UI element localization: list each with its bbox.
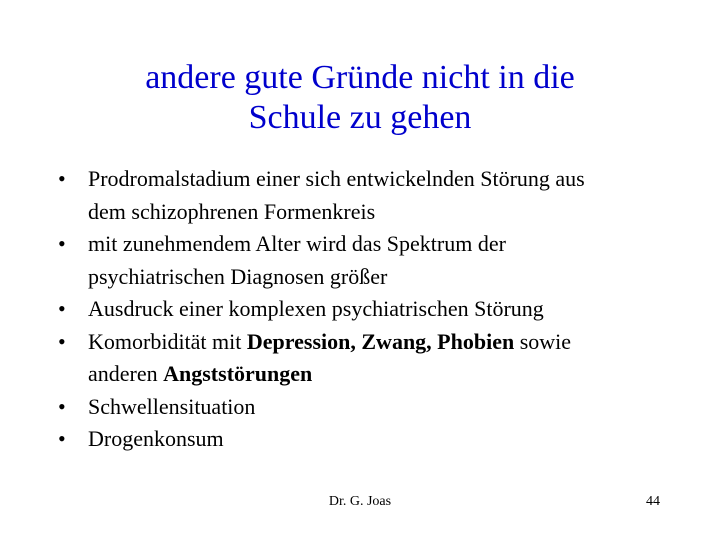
bullet-text-line: Ausdruck einer komplexen psychiatrischen Störung xyxy=(88,296,544,321)
bullet-text-plain: anderen xyxy=(88,361,164,386)
bullet-text-line: psychiatrischen Diagnosen größer xyxy=(88,263,388,289)
bullet-text-line xyxy=(88,358,678,391)
bullet-item xyxy=(58,326,678,391)
bullet-text-line: mit zunehmendem Alter wird das Spektrum der xyxy=(88,231,506,256)
bullet-item xyxy=(58,423,678,456)
bullet-text-line xyxy=(88,326,678,359)
bullet-text-plain: sowie xyxy=(514,328,572,354)
bullet-marker: • xyxy=(58,426,66,451)
bullet-text-line: Drogenkonsum xyxy=(88,426,224,451)
bullet-item xyxy=(58,163,678,228)
bullet-text-plain: Komorbidität mit xyxy=(88,328,247,354)
bullet-text-line: dem schizophrenen Formenkreis xyxy=(88,198,376,224)
bullet-marker: • xyxy=(58,231,66,256)
bullet-marker: • xyxy=(58,296,66,321)
slide-title-line-1: andere gute Gründe nicht in die xyxy=(145,59,575,96)
page-number: 44 xyxy=(646,494,660,509)
bullet-text-line: Schwellensituation xyxy=(88,393,256,419)
bullet-text-bold: Depression, Zwang, Phobien xyxy=(246,328,515,354)
bullet-text-bold: Angststörungen xyxy=(163,361,313,386)
slide-title-line-2: Schule zu gehen xyxy=(248,99,472,136)
bullet-item xyxy=(58,228,678,293)
bullet-item xyxy=(58,391,678,424)
footer-author: Dr. G. Joas xyxy=(328,494,392,509)
slide-title xyxy=(60,58,660,138)
bullet-marker: • xyxy=(58,328,66,354)
bullet-item xyxy=(58,293,678,326)
bullet-marker: • xyxy=(58,393,66,419)
bullet-list xyxy=(58,163,678,456)
bullet-marker: • xyxy=(58,166,66,191)
bullet-text-line: Prodromalstadium einer sich entwickelnden Störung aus xyxy=(88,166,585,191)
